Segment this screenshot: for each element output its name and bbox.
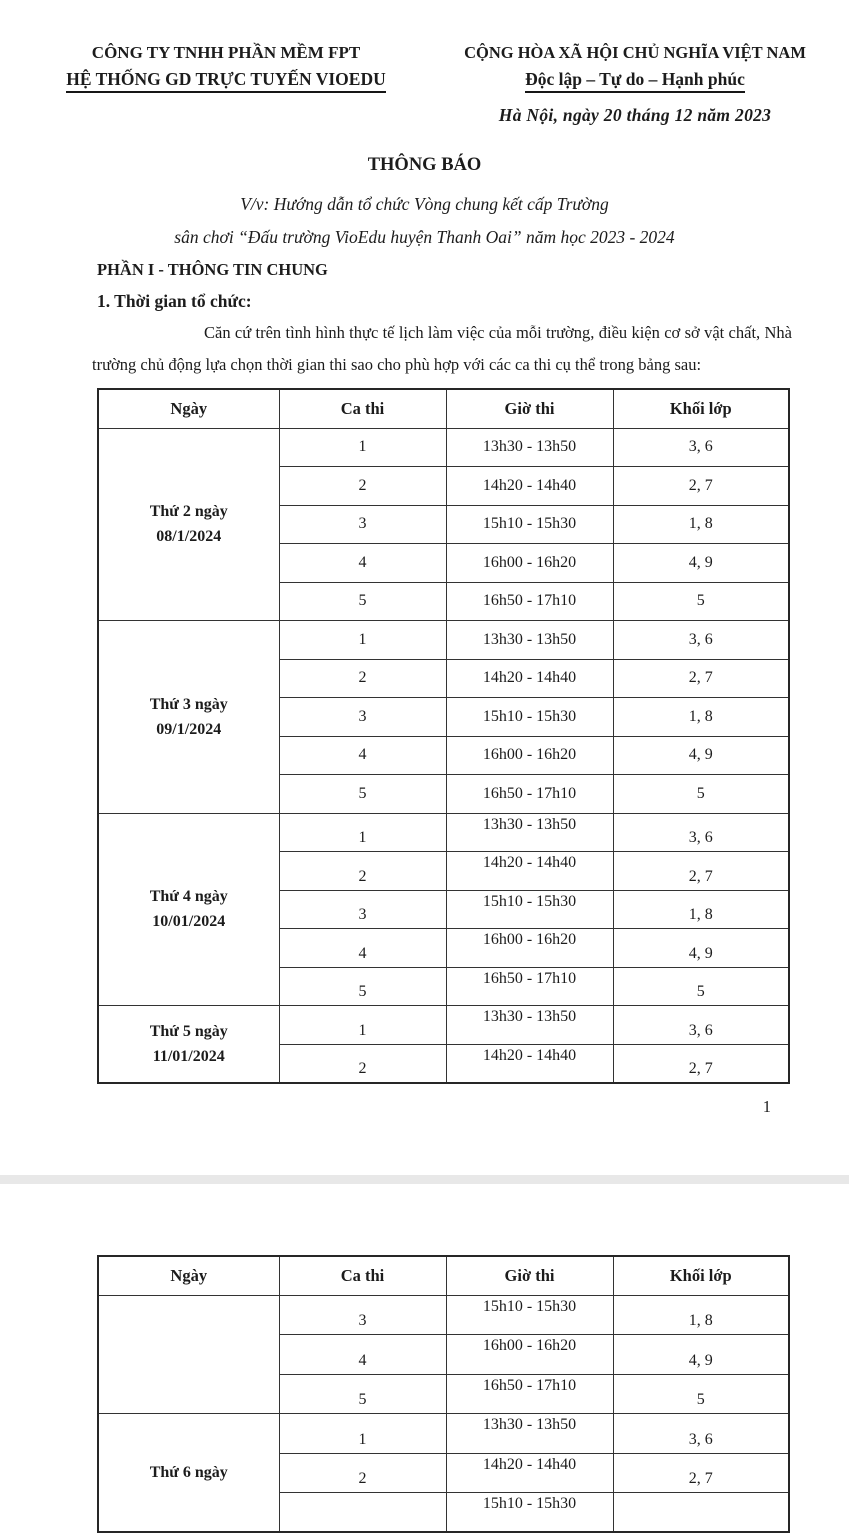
sub-heading: 1. Thời gian tổ chức: [97,291,252,311]
ca-cell: 5 [279,775,446,814]
grade-cell: 3, 6 [613,813,789,852]
page-number: 1 [762,1096,771,1116]
grade-cell: 3, 6 [613,428,789,467]
time-cell: 13h30 - 13h50 [446,813,613,852]
ca-cell: 5 [279,967,446,1006]
table-header-row [98,1256,789,1295]
grade-cell: 1, 8 [613,698,789,737]
header-spacer [412,42,435,127]
ca-cell: 5 [279,1374,446,1414]
ngay-cell: Thứ 6 ngày [98,1414,279,1533]
time-cell: 16h00 - 16h20 [446,544,613,583]
time-cell: 15h10 - 15h30 [446,890,613,929]
ca-cell: 1 [279,621,446,660]
ngay-cell: Thứ 3 ngày 09/1/2024 [98,621,279,814]
intro-paragraph: Căn cứ trên tình hình thực tế lịch làm việc của mỗi trường, điều kiện cơ sở vật chất, Nhà trường chủ động lựa chọn thời gian thi sao cho phù hợp với các ca thi cụ thể trong bảng sau: [92,323,792,374]
ca-cell: 2 [279,852,446,891]
document-subtitle: V/v: Hướng dẫn tổ chức Vòng chung kết cấp Trường [240,194,609,214]
ca-cell: 1 [279,1414,446,1454]
time-cell: 14h20 - 14h40 [446,852,613,891]
grade-cell: 5 [613,1374,789,1414]
grade-cell: 2, 7 [613,1453,789,1493]
ca-cell: 4 [279,1335,446,1375]
national-motto: Độc lập – Tự do – Hạnh phúc [435,68,835,93]
ca-cell: 1 [279,813,446,852]
time-cell: 16h00 - 16h20 [446,929,613,968]
grade-cell: 4, 9 [613,929,789,968]
time-cell: 15h10 - 15h30 [446,505,613,544]
time-cell: 15h10 - 15h30 [446,1493,613,1533]
grade-cell: 5 [613,967,789,1006]
time-cell: 14h20 - 14h40 [446,1453,613,1493]
exam-schedule-table-page2 [97,1255,790,1533]
time-cell: 14h20 - 14h40 [446,1044,613,1083]
national-motto-block [435,42,835,127]
ca-cell: 5 [279,582,446,621]
grade-cell: 1, 8 [613,1295,789,1335]
column-header: Ca thi [279,1256,446,1295]
column-header: Ca thi [279,389,446,428]
ngay-cell: Thứ 2 ngày 08/1/2024 [98,428,279,621]
document-title: THÔNG BÁO [367,155,482,175]
grade-cell: 2, 7 [613,852,789,891]
organization-block [40,42,412,127]
grade-cell: 1, 8 [613,890,789,929]
ca-cell: 4 [279,736,446,775]
time-cell: 13h30 - 13h50 [446,621,613,660]
grade-cell: 4, 9 [613,1335,789,1375]
ca-cell: 4 [279,544,446,583]
ca-cell: 2 [279,467,446,506]
time-cell: 16h00 - 16h20 [446,1335,613,1375]
time-cell: 13h30 - 13h50 [446,428,613,467]
grade-cell: 3, 6 [613,1414,789,1454]
ca-cell: 2 [279,659,446,698]
exam-schedule-table-page1 [97,388,790,1084]
ngay-cell: Thứ 4 ngày 10/01/2024 [98,813,279,1006]
time-cell: 16h50 - 17h10 [446,1374,613,1414]
column-header: Ngày [98,1256,279,1295]
grade-cell: 5 [613,582,789,621]
grade-cell: 3, 6 [613,1006,789,1045]
ca-cell: 3 [279,890,446,929]
grade-cell: 2, 7 [613,467,789,506]
table-row [98,428,789,467]
grade-cell: 3, 6 [613,621,789,660]
table-row [98,813,789,852]
column-header: Giờ thi [446,389,613,428]
section-heading: PHẦN I - THÔNG TIN CHUNG [97,260,328,279]
table-row [98,621,789,660]
column-header: Giờ thi [446,1256,613,1295]
table-row [98,1295,789,1335]
page-2 [0,1184,849,1512]
table-header-row [98,389,789,428]
ngay-cell: Thứ 5 ngày 11/01/2024 [98,1006,279,1083]
time-cell: 13h30 - 13h50 [446,1006,613,1045]
table-row [98,1006,789,1045]
time-cell: 13h30 - 13h50 [446,1414,613,1454]
document-date: Hà Nội, ngày 20 tháng 12 năm 2023 [498,105,772,125]
time-cell: 15h10 - 15h30 [446,698,613,737]
ca-cell: 1 [279,1006,446,1045]
organization-system-name: HỆ THỐNG GD TRỰC TUYẾN VIOEDU [40,68,412,93]
ca-cell: 4 [279,929,446,968]
page-separator [0,1175,849,1184]
column-header: Ngày [98,389,279,428]
grade-cell: 5 [613,775,789,814]
document-subtitle-2: sân chơi “Đấu trường VioEdu huyện Thanh Oai” năm học 2023 - 2024 [174,227,675,247]
time-cell: 16h50 - 17h10 [446,582,613,621]
ca-cell: 3 [279,505,446,544]
time-cell: 14h20 - 14h40 [446,467,613,506]
ca-cell: 3 [279,1295,446,1335]
grade-cell: 4, 9 [613,736,789,775]
document-header [0,0,849,127]
grade-cell: 1, 8 [613,505,789,544]
ca-cell: 1 [279,428,446,467]
ngay-cell [98,1295,279,1414]
time-cell: 16h00 - 16h20 [446,736,613,775]
time-cell: 15h10 - 15h30 [446,1295,613,1335]
grade-cell: 2, 7 [613,659,789,698]
time-cell: 16h50 - 17h10 [446,967,613,1006]
ca-cell: 2 [279,1044,446,1083]
grade-cell [613,1493,789,1533]
time-cell: 16h50 - 17h10 [446,775,613,814]
table-row [98,1414,789,1454]
national-title: CỘNG HÒA XÃ HỘI CHỦ NGHĨA VIỆT NAM [464,43,806,62]
column-header: Khối lớp [613,389,789,428]
ca-cell: 3 [279,698,446,737]
grade-cell: 2, 7 [613,1044,789,1083]
ca-cell: 2 [279,1453,446,1493]
time-cell: 14h20 - 14h40 [446,659,613,698]
column-header: Khối lớp [613,1256,789,1295]
ca-cell [279,1493,446,1533]
organization-name: CÔNG TY TNHH PHẦN MỀM FPT [91,43,361,62]
grade-cell: 4, 9 [613,544,789,583]
